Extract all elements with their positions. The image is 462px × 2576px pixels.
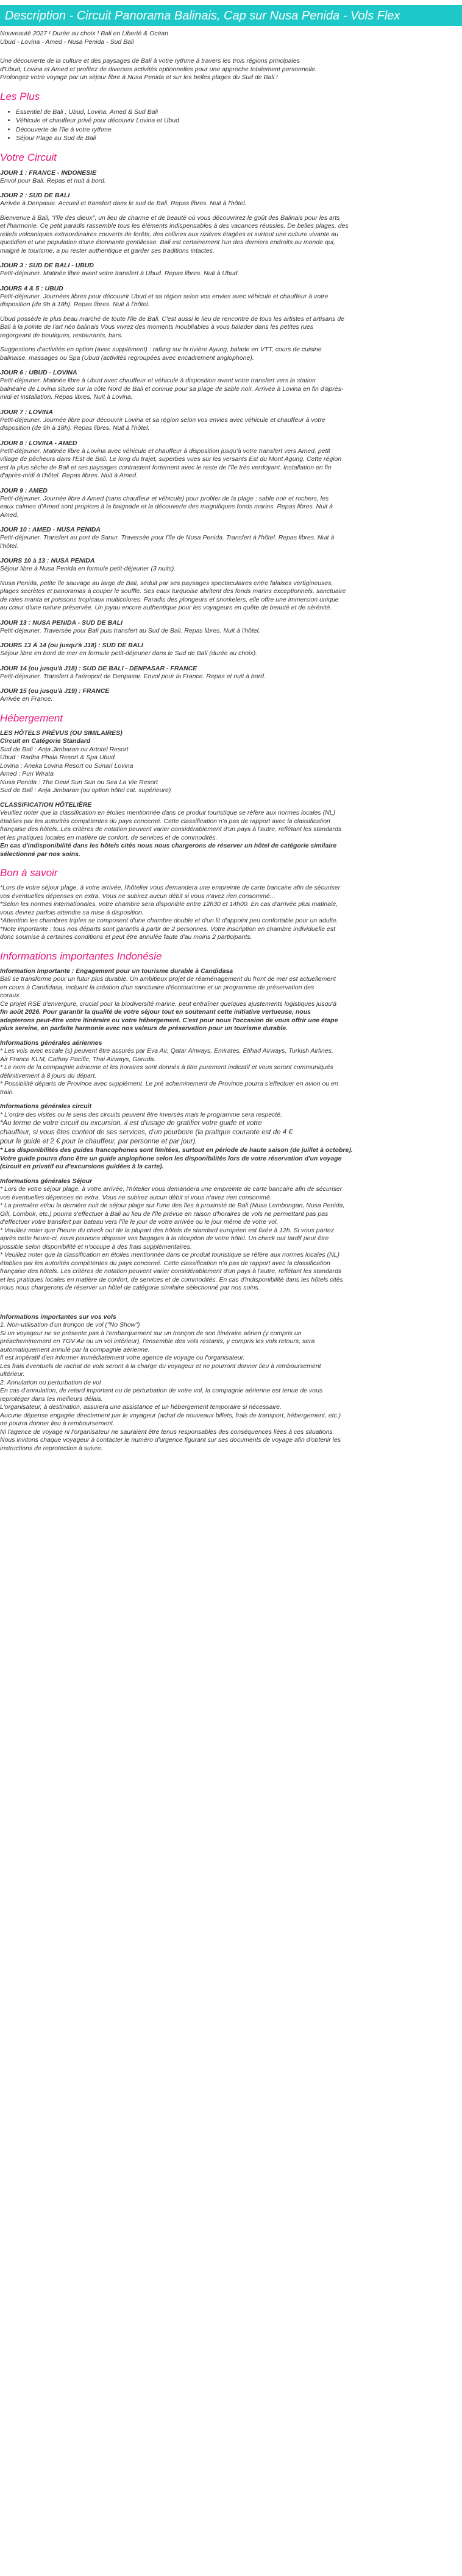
day-title: JOUR 13 : NUSA PENIDA - SUD DE BALI: [0, 619, 123, 626]
day-title: JOUR 9 : AMED: [0, 486, 48, 494]
day-desc: d'après-midi à l'hôtel. Repas libres. Nuit à Amed.: [0, 472, 138, 479]
day-desc: Séjour libre en bord de mer en formule petit-déjeuner dans le Sud de Bali (durée au choix).: [0, 650, 257, 657]
text-line: ultérieur.: [0, 1370, 25, 1378]
day-desc: Petit-déjeuner. Transfert au port de Sanur. Traversée pour l'île de Nusa Penida. Transfert à l'hôtel. Repas libres. Nuit à: [0, 534, 335, 541]
text-line: * Possibilité départs de Province avec supplément. Le pré acheminement de Province pourra s'effectuer en avion ou en: [0, 1080, 338, 1087]
day-desc: disposition (de 9h à 18h). Repas libres. Nuit à l'hôtel.: [0, 301, 150, 308]
text-line: vous devrez parfois attendre sa mise à disposition.: [0, 908, 144, 916]
day-desc: Petit-déjeuner. Matinée libre avant votre transfert à Ubud. Repas libres. Nuit à Ubud.: [0, 270, 240, 277]
day-title: JOUR 10 : AMED - NUSA PENIDA: [0, 526, 101, 533]
day-title: JOUR 1 : FRANCE - INDONESIE: [0, 169, 97, 177]
text-line: au cœur d'une nature préservée. Un joyau encore authentique pour les voyageurs en quête de beauté et de sérénité.: [0, 604, 332, 611]
text-line: balinaise, massages ou Spa (Ubud (activités regroupées avec encadrement anglophone).: [0, 354, 254, 362]
plus-list: [0, 108, 462, 143]
hotel-line: Ubud : Radha Phala Resort & Spa Ubud: [0, 754, 115, 761]
text-line: d'Ubud, Lovina et Amed et profitez de diverses activités optionnelles pour une approche totalement personnelle.: [0, 65, 317, 73]
text-line: * Lors de votre séjour plage, à votre arrivée, l'hôtelier vous demandera une empreinte de carte bancaire afin de sécuriser: [0, 1185, 343, 1193]
classification-block: [0, 801, 462, 859]
section-title-bon-a-savoir: Bon à savoir: [0, 867, 58, 879]
text-line: adapterons peut-être votre itinéraire ou votre hébergement. C'est pour nous l'occasion de vous offrir une étape: [0, 1016, 338, 1024]
day-entry: [0, 368, 462, 402]
text-line: L'organisateur, à destination, assurera une assistance et un hébergement temporaire si nécessaire.: [0, 1403, 282, 1411]
text-line: * L'ordre des visites ou le sens des circuits peuvent être inversés mais le programme sera respecté.: [0, 1111, 283, 1118]
text-line: Prolongez votre voyage par un séjour libre à Nusa Penida et sur les belles plages du Sud de Bali !: [0, 74, 278, 81]
day-desc: village de pêcheurs dans l'Est de Bali. Le long du trajet, superbes vues sur les versants Est du Mont Agung. Cette région: [0, 455, 342, 463]
hotel-line: Lovina : Aneka Lovina Resort ou Sunari Lovina: [0, 762, 133, 770]
text-line: possible selon disponibilité et n'occupe à des frais supplémentaires.: [0, 1243, 192, 1251]
text-line: fin août 2026. Pour garantir la qualité de votre séjour tout en soutenant cette initiative vertueuse, nous: [0, 1008, 311, 1016]
text-line: sélectionné par nos soins.: [0, 850, 80, 858]
text-line: Veuillez noter que la classification en étoiles mentionnée dans ce produit touristique se réfère aux normes locales (NL): [0, 809, 335, 816]
nusa-paragraph: [0, 580, 462, 612]
day-entry: [0, 687, 462, 704]
text-line: Informations générales aériennes: [0, 1039, 102, 1047]
day-desc: eaux calmes d'Amed sont propices à la baignade et la découverte des magnifiques fonds marins. Repas libres. Nuit à: [0, 503, 333, 510]
text-line: vos éventuelles dépenses en extra. Vous ne subirez aucun débit si vous n'avez rien consommé.: [0, 1193, 272, 1201]
day-desc: disposition (de 9h à 18h). Repas libres. Nuit à l'hôtel.: [0, 424, 150, 432]
text-line: * Les vols avec escale (s) peuvent être assurés par Eva Air, Qatar Airways, Emirates, Etihad Airways, Turkish Airlines,: [0, 1047, 333, 1055]
text-line: (circuit en privatif ou d'excursions guidées à la carte).: [0, 1163, 164, 1170]
day-desc: est la plus sèche de Bali et ses paysages contrastent fortement avec le reste de l'île très verdoyant. Installation en fin: [0, 463, 332, 471]
day-desc: Petit-déjeuner. Matinée libre à Ubud avec chauffeur et véhicule à disposition avant votre transfert vers la station: [0, 377, 316, 384]
text-line: train.: [0, 1088, 15, 1096]
day-title: JOUR 8 : LOVINA - AMED: [0, 439, 77, 447]
text-line: coraux.: [0, 992, 21, 999]
text-line: Information Importante : Engagement pour un tourisme durable à Candidasa: [0, 967, 233, 975]
text-line: Gili, Lombok, etc.) pourra s'effectuer à Bali au lieu de l'île prévue en raison d'horaires de vols ne permettant pas pas: [0, 1210, 329, 1218]
day-entry: [0, 664, 462, 681]
text-line: Il est impératif d'en informer immédiatement votre agence de voyage ou l'organisateur.: [0, 1354, 245, 1361]
text-line: instructions de reprotection à suivre.: [0, 1444, 103, 1452]
page-title: Description - Circuit Panorama Balinais, Cap sur Nusa Penida - Vols Flex: [0, 5, 462, 26]
text-line: Suggestions d'activités en option (avec supplément) : rafting sur la rivière Ayung, balade en VTT, cours de cuisine: [0, 346, 322, 353]
day-desc: Petit-déjeuner. Traversée pour Bali puis transfert au Sud de Bali. Repas libres. Nuit à l'hôtel.: [0, 626, 260, 634]
text-line: automatiquement annulé par la compagnie aérienne.: [0, 1346, 150, 1353]
text-line: préacheminement en TGV Air ou un vol intérieur), l'ensemble des vols restants, y compris les vols retours, sera: [0, 1338, 315, 1345]
text-line: et l'harmonie. Ce petit paradis rassemble tous les éléments indispensables à des vacances réussies. De belles plages, des: [0, 222, 349, 230]
vols-block: [0, 1039, 462, 1097]
day-title: JOURS 13 À 14 (ou jusqu'à J18) : SUD DE BALI: [0, 642, 143, 649]
text-line: Air France KLM, Cathay Pacific, Thai Airways, Garuda.: [0, 1055, 156, 1063]
circuit-info-block: [0, 1103, 462, 1171]
day-desc: Arrivée en France.: [0, 695, 53, 703]
day-desc: Séjour libre à Nusa Penida en formule petit-déjeuner (3 nuits).: [0, 565, 176, 572]
text-line: Votre guide pourra donc être un guide anglophone selon les disponibilités lors de votre réservation d'un voyage: [0, 1154, 342, 1162]
text-line: Nusa Penida, petite île sauvage au large de Bali, séduit par ses paysages spectaculaires entre falaises vertigineuses,: [0, 579, 333, 587]
intro: [0, 26, 462, 46]
ubud-paragraph: [0, 315, 462, 340]
text-line: reliefs volcaniques extraordinaires couverts de forêts, des collines aux rizières étagées et surtout une culture vivante au: [0, 230, 339, 238]
text-line: Circuit en Catégorie Standard: [0, 737, 91, 745]
bienvenue-paragraph: [0, 214, 462, 256]
text-line: Informations générales circuit: [0, 1103, 91, 1110]
day-entry: [0, 525, 462, 550]
day-entry: [0, 619, 462, 636]
engagement-block: [0, 967, 462, 1033]
text-line: Bali à la pointe de l'art néo balinais Vous vivrez des moments inoubliables à vous balader dans les petites rues: [0, 323, 314, 331]
hotel-line: Sud de Bali : Anja Jimbaran ou Artotel Resort: [0, 745, 129, 753]
text-line: nous nous chargerons de réserver un hôtel de catégorie similaire sélectionné par nos soins.: [0, 1284, 260, 1291]
text-line: *Au terme de votre circuit ou excursion, il est d'usage de gratifier votre guide et votre: [0, 1120, 262, 1127]
text-line: CLASSIFICATION HÔTELIÈRE: [0, 801, 92, 809]
text-line: française des hôtels. Les critères de notation peuvent varier considérablement d'un pays à l'autre, reflétant les standards: [0, 826, 342, 833]
text-line: et les pratiques locales en matière de confort, de services et de commodités.: [0, 834, 218, 841]
text-line: *Lors de votre séjour plage, à votre arrivée, l'hôtelier vous demandera une empreinte de carte bancaire afin de sécuriser: [0, 884, 341, 891]
day-entry: [0, 439, 462, 480]
text-line: malgré le tourisme, a pu rester authentique et garder ses traditions intactes.: [0, 247, 215, 254]
day-title: JOURS 10 à 13 : NUSA PENIDA: [0, 557, 95, 564]
text-line: définitivement à 8 jours du départ.: [0, 1072, 97, 1079]
day-entry: [0, 641, 462, 658]
text-line: LES HÔTELS PRÉVUS (OU SIMILAIRES): [0, 729, 123, 737]
text-line: pour le guide et 2 € pour le chauffeur, par personne et par jour).: [0, 1138, 197, 1145]
day-title: JOUR 15 (ou jusqu'à J19) : FRANCE: [0, 687, 110, 695]
day-entry: [0, 408, 462, 433]
text-line: * Veuillez noter que la classification en étoiles mentionnée dans ce produit touristique se réfère aux normes locales (NL): [0, 1251, 339, 1258]
description: [0, 57, 462, 82]
list-item: • Séjour Plage au Sud de Bali: [16, 134, 462, 143]
text-line: établies par les autorités compétentes du pays concerné. Cette classification n'a pas de rapport avec la classification: [0, 817, 330, 825]
text-line: * Les disponibilités des guides francophones sont limitées, surtout en période de haute saison (de juillet à octobre).: [0, 1146, 353, 1154]
day-desc: Petit-déjeuner. Journées libres pour découvrir Ubud et sa région selon vos envies avec véhicule et chauffeur à votre: [0, 292, 329, 300]
section-title-les-plus: Les Plus: [0, 90, 40, 102]
day-desc: Envol pour Bali. Repas et nuit à bord.: [0, 177, 106, 184]
section-title-hebergement: Hébergement: [0, 712, 63, 724]
day-entry: [0, 284, 462, 309]
text-line: plages secrètes et panoramas à couper le souffle. Ses eaux turquoise abritent des fonds marins exceptionnels, sanctuaire: [0, 588, 346, 595]
intro-line: Nouveauté 2027 ! Durée au choix ! Bali en Liberté & Océan: [0, 30, 169, 37]
vols-important-block: [0, 1313, 462, 1453]
list-item: • Découverte de l'île à votre rythme: [16, 125, 462, 135]
text-line: Nous invitons chaque voyageur à contacter le numéro d'urgence figurant sur ses documents de voyage afin d'obtenir les: [0, 1436, 341, 1444]
text-line: *Note importante : tous nos départs sont garantis à partir de 2 personnes. Votre inscription en chambre individuelle est: [0, 925, 335, 933]
text-line: vos éventuelles dépenses en extra. Vous ne subirez aucun débit si vous n'avez rien consommé...: [0, 892, 275, 900]
day-entry: [0, 169, 462, 186]
section-title-circuit: Votre Circuit: [0, 151, 57, 163]
text-line: quotidien et une population d'une étonnante gentillesse. Bali est certainement l'un des derniers endroits au monde qui,: [0, 239, 335, 246]
hotel-line: Nusa Penida : The Dewi Sun Sun ou Sea La Vie Resort: [0, 778, 158, 786]
text-line: 1. Non-utilisation d'un tronçon de vol ("No Show"): [0, 1321, 140, 1328]
text-line: Ni l'agence de voyage ni l'organisateur ne sauraient être tenus responsables des conséquences liées à ces situations.: [0, 1428, 335, 1436]
day-title: JOUR 14 (ou jusqu'à J18) : SUD DE BALI - DENPASAR - FRANCE: [0, 664, 197, 672]
hotel-line: Amed : Puri Wirata: [0, 770, 54, 777]
text-line: En cas d'annulation, de retard important ou de perturbation de votre vol, la compagnie aérienne est tenue de vous: [0, 1387, 323, 1394]
text-line: Informations importantes sur vos vols: [0, 1313, 116, 1321]
text-line: établies par les autorités compétentes du pays concerné. Cette classification n'a pas de rapport avec la classification: [0, 1259, 330, 1267]
text-line: Ce projet RSE d'envergure, crucial pour la biodiversité marine, peut entraîner quelques ajustements logistiques jusqu'à: [0, 1000, 337, 1008]
day-title: JOUR 3 : SUD DE BALI - UBUD: [0, 262, 94, 269]
section-title-informations: Informations importantes Indonésie: [0, 950, 162, 962]
text-line: * Le nom de la compagnie aérienne et les horaires sont donnés à titre purement indicatif et vous seront communiqués: [0, 1064, 333, 1071]
text-line: chauffeur, si vous êtes content de ses services, d'un pourboire (la pratique courante est de 4 €: [0, 1129, 293, 1136]
hotels-block: [0, 729, 462, 795]
text-line: * Veuillez noter que l'heure du check out de la plupart des hôtels de standard européen est fixée à 12h. Si vous partez: [0, 1226, 334, 1234]
text-line: après cette heure-ci, nous pouvons disposer vos bagages à la réception de votre hôtel. Un check out tardif peut être: [0, 1235, 329, 1242]
day-entry: [0, 486, 462, 520]
text-line: Une découverte de la culture et des paysages de Bali à votre rythme à travers les trois régions principales: [0, 57, 300, 65]
text-line: plus sereine, en parfaite harmonie avec nos valeurs de préservation pour un tourisme durable.: [0, 1025, 288, 1032]
text-line: *Selon les normes internationales, votre chambre sera disponible entre 12h30 et 14h00. En cas d'arrivée plus matinale,: [0, 900, 338, 908]
text-line: Si un voyageur ne se présente pas à l'embarquement sur un tronçon de son itinéraire aérien (y compris un: [0, 1329, 302, 1337]
text-line: Bali se transforme pour un futur plus durable. Un ambitieux projet de réaménagement du front de mer est actuellement: [0, 975, 336, 983]
day-desc: balnéaire de Lovina située sur la côte Nord de Bali et connue pour sa plage de sable noir. Arrivée à Lovina en fin d'après-: [0, 385, 344, 393]
day-desc: Amed.: [0, 511, 19, 519]
text-line: d'effectuer votre transfert par bateau vers l'île le jour de votre arrivée ou le jour même de votre vol.: [0, 1218, 279, 1226]
day-desc: l'hôtel.: [0, 542, 19, 550]
text-line: reprotéger dans les meilleurs délais.: [0, 1395, 103, 1403]
day-title: JOUR 6 : UBUD - LOVINA: [0, 369, 77, 376]
day-entry: [0, 556, 462, 574]
text-line: Bienvenue à Bali, "l'île des dieux", un lieu de charme et de beauté où vous découvrirez le goût des Balinais pour les arts: [0, 214, 340, 222]
day-entry: [0, 191, 462, 208]
day-desc: midi et installation. Repas libres. Nuit à Lovina.: [0, 393, 133, 401]
day-desc: Petit-déjeuner. Transfert à l'aéroport de Denpasar. Envol pour la France. Repas et nuit à bord.: [0, 672, 266, 680]
day-title: JOUR 7 : LOVINA: [0, 408, 53, 416]
text-line: et les pratiques locales en matière de confort, de services et de commodités. En cas d'indisponibilité dans les hôtels cités: [0, 1276, 343, 1283]
hotel-line: Sud de Bali : Anja Jimbaran (ou option hôtel cat. supérieure): [0, 787, 171, 794]
text-line: Les frais éventuels de rachat de vols seront à la charge du voyageur et ne pourront donner lieu à remboursement: [0, 1362, 321, 1370]
text-line: 2. Annulation ou perturbation de vol: [0, 1378, 101, 1386]
text-line: de raies manta et poissons tropicaux multicolores. Paradis des plongeurs et snorkelers, elle offre une immersion unique: [0, 595, 339, 603]
text-line: française des hôtels. Les critères de notation peuvent varier considérablement d'un pays à l'autre, reflétant les standards: [0, 1268, 342, 1275]
bon-a-savoir-block: [0, 884, 462, 942]
sejour-block: [0, 1177, 462, 1293]
text-line: donc soumise à certaines conditions et peut être annulée faute d'au moins 2 participants.: [0, 933, 252, 941]
list-item: • Véhicule et chauffeur privé pour découvrir Lovina et Ubud: [16, 116, 462, 125]
text-line: *Attention les chambres triples se composent d'une chambre double et d'un lit d'appoint peu confortable pour un adulte.: [0, 917, 338, 924]
suggestions-paragraph: [0, 346, 462, 362]
text-line: ne pourra donner lieu à remboursement.: [0, 1420, 115, 1427]
text-line: En cas d'indisponibilité dans les hôtels cités nous nous chargerons de réserver un hôtel de catégorie similaire: [0, 842, 337, 849]
text-line: * La première et/ou la dernière nuit de séjour plage sur l'une des îles à proximité de Bali (Nusa Lembongan, Nusa Penida,: [0, 1202, 345, 1209]
day-desc: Petit-déjeuner. Journée libre pour découvrir Lovina et sa région selon vos envies avec véhicule et chauffeur à votre: [0, 416, 325, 424]
day-title: JOUR 2 : SUD DE BALI: [0, 192, 70, 199]
day-entry: [0, 261, 462, 278]
content: [0, 26, 462, 1453]
day-desc: Petit-déjeuner. Journée libre à Amed (sans chauffeur et véhicule) pour profiter de la plage : sable noir et rochers, les: [0, 494, 329, 502]
text-line: regorgeant de boutiques, restaurants, bars.: [0, 331, 123, 339]
text-line: Ubud possède le plus beau marché de toute l'île de Bali. C'est aussi le lieu de rencontre de tous les artistes et artisans de: [0, 315, 344, 323]
day-desc: Arrivée à Denpasar. Accueil et transfert dans le sud de Bali. Repas libres. Nuit à l'hôtel.: [0, 200, 247, 207]
text-line: Aucune dépense engagée directement par le voyageur (achat de nouveaux billets, frais de transport, hébergement, etc.): [0, 1411, 341, 1419]
intro-line: Ubud - Lovina - Amed - Nusa Penida - Sud Bali: [0, 38, 134, 46]
day-title: JOURS 4 & 5 : UBUD: [0, 284, 63, 292]
text-line: Informations générales Séjour: [0, 1177, 93, 1185]
day-desc: Petit-déjeuner. Matinée libre à Lovina avec véhicule et chauffeur à disposition jusqu'à votre transfert vers Amed, petit: [0, 447, 330, 455]
list-item: • Essentiel de Bali : Ubud, Lovina, Amed & Sud Bali: [16, 108, 462, 117]
text-line: en cours à Candidasa, incluant la création d'un sanctuaire d'écotourisme et un programme de préservation des: [0, 983, 315, 991]
